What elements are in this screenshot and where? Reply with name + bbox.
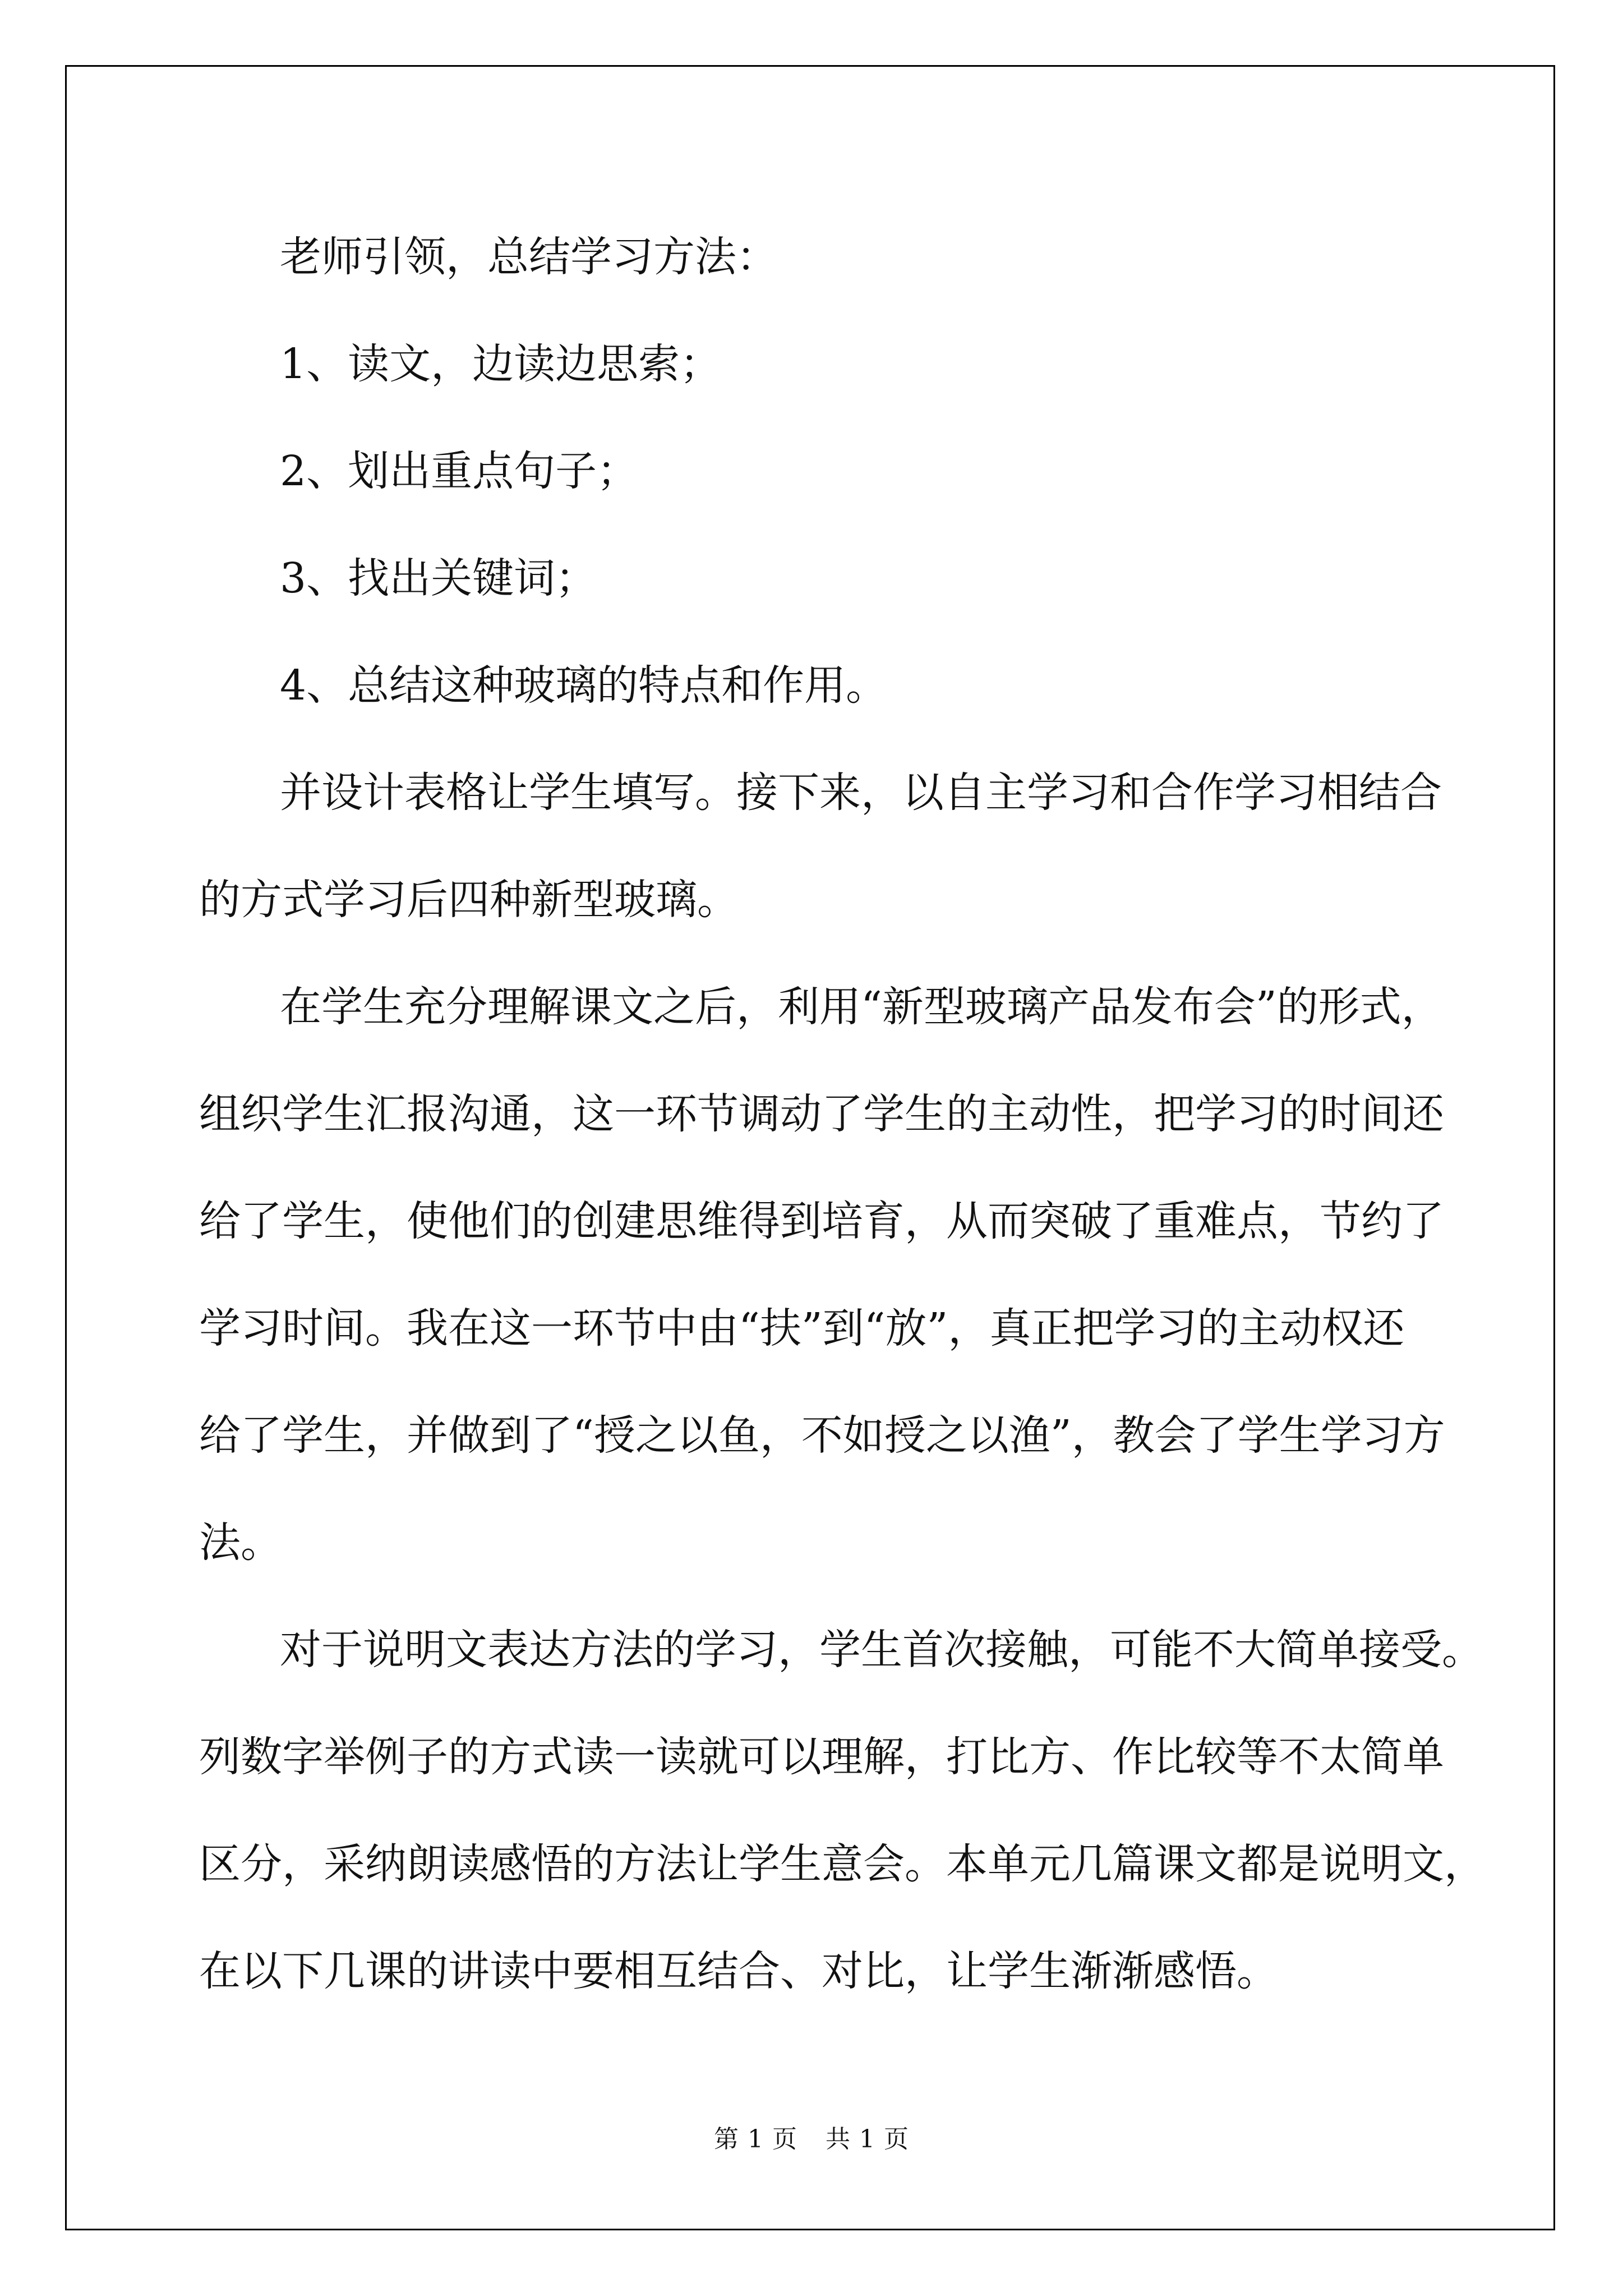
list-item: 2、划出重点句子；: [280, 447, 639, 495]
paragraph-line: 在以下几课的讲读中要相互结合、对比，让学生渐渐感悟。: [199, 1947, 1278, 1995]
list-item: 4、总结这种玻璃的特点和作用。: [280, 661, 888, 710]
paragraph-line: 区分，采纳朗读感悟的方法让学生意会。本单元几篇课文都是说明文，: [199, 1840, 1486, 1888]
list-item: 1、读文，边读边思索；: [280, 340, 722, 388]
paragraph-line: 组织学生汇报沟通，这一环节调动了学生的主动性，把学习的时间还: [199, 1090, 1444, 1138]
paragraph-line: 老师引领，总结学习方法：: [280, 233, 778, 281]
page-footer: [0, 2127, 1623, 2152]
page-total: 共 1 页: [826, 2125, 909, 2154]
list-item: 3、找出关键词；: [280, 554, 597, 602]
paragraph-line: 给了学生，并做到了“授之以鱼，不如授之以渔”，教会了学生学习方: [199, 1411, 1445, 1460]
page-border: [65, 65, 1555, 2230]
paragraph-line: 并设计表格让学生填写。接下来，以自主学习和合作学习相结合: [280, 769, 1442, 817]
paragraph-line: 法。: [199, 1519, 282, 1567]
page-number: 第 1 页: [714, 2125, 797, 2154]
paragraph-line: 列数字举例子的方式读一读就可以理解，打比方、作比较等不太简单: [199, 1733, 1444, 1781]
paragraph-line: 学习时间。我在这一环节中由“扶”到“放”，真正把学习的主动权还: [199, 1304, 1405, 1352]
paragraph-line: 给了学生，使他们的创建思维得到培育，从而突破了重难点，节约了: [199, 1197, 1444, 1245]
paragraph-line: 对于说明文表达方法的学习，学生首次接触，可能不大简单接受。: [280, 1626, 1483, 1674]
paragraph-line: 的方式学习后四种新型玻璃。: [199, 876, 739, 924]
paragraph-line: 在学生充分理解课文之后，利用“新型玻璃产品发布会”的形式，: [280, 983, 1443, 1031]
